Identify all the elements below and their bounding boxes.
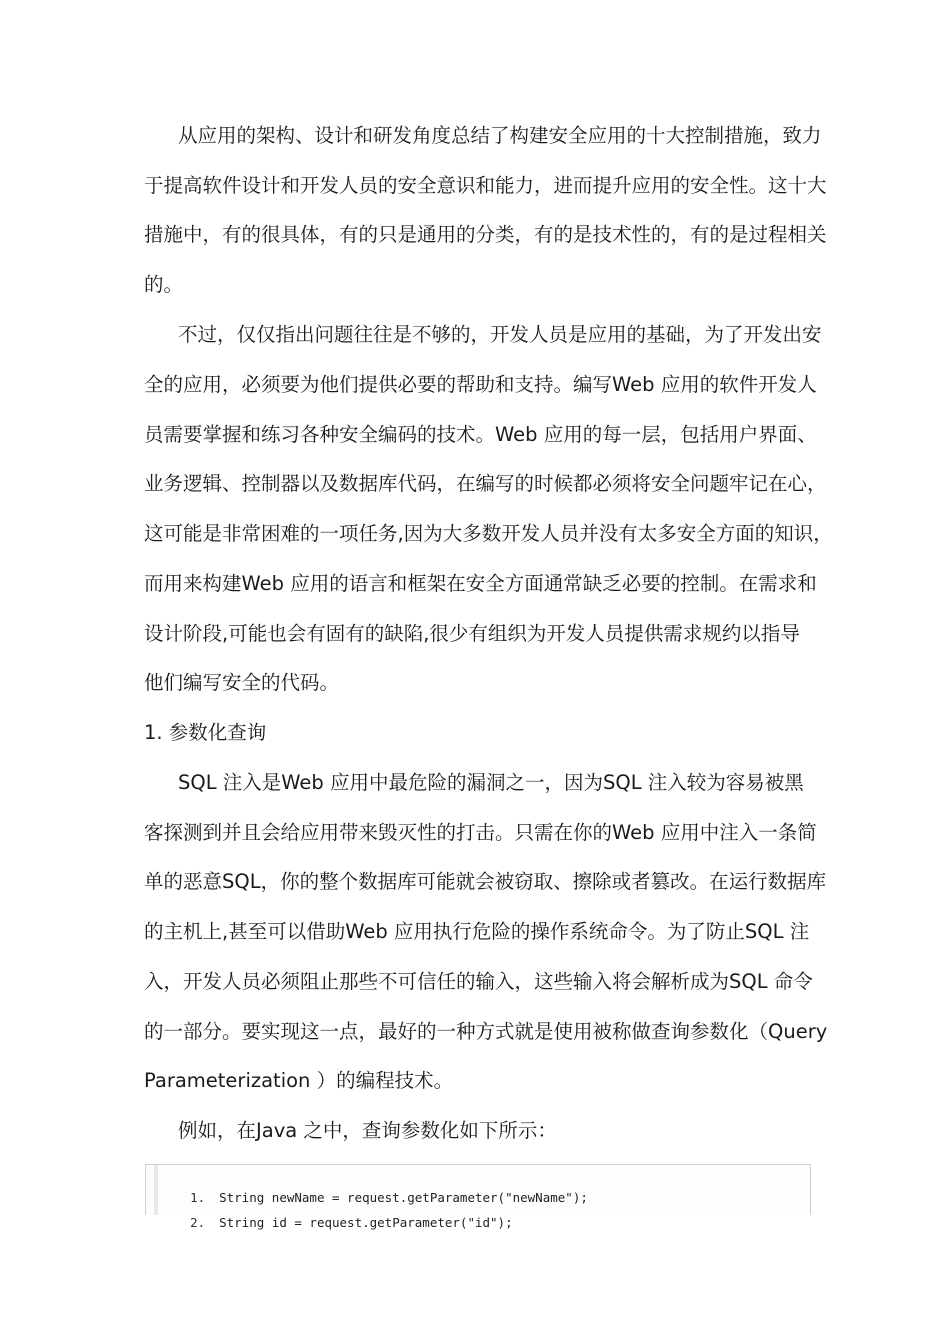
paragraph-line: 不过，仅仅指出问题往往是不够的，开发人员是应用的基础，为了开发出安 <box>178 323 822 346</box>
paragraph-line: 客探测到并且会给应用带来毁灭性的打击。只需在你的Web 应用中注入一条简 <box>144 821 817 844</box>
paragraph-line: 而用来构建Web 应用的语言和框架在安全方面通常缺乏必要的控制。在需求和 <box>144 572 817 595</box>
paragraph-line: 全的应用，必须要为他们提供必要的帮助和支持。编写Web 应用的软件开发人 <box>144 373 817 396</box>
paragraph-line: 措施中，有的很具体，有的只是通用的分类，有的是技术性的，有的是过程相关 <box>144 223 827 246</box>
paragraph-line: Parameterization ）的编程技术。 <box>144 1069 454 1092</box>
paragraph-line: 设计阶段,可能也会有固有的缺陷,很少有组织为开发人员提供需求规约以指导 <box>144 622 800 645</box>
paragraph-line: 于提高软件设计和开发人员的安全意识和能力，进而提升应用的安全性。这十大 <box>144 174 827 197</box>
paragraph-line: 他们编写安全的代码。 <box>144 671 340 694</box>
paragraph-line: 这可能是非常困难的一项任务,因为大多数开发人员并没有太多安全方面的知识， <box>144 522 833 545</box>
code-line-number: 1. <box>190 1190 206 1205</box>
code-line-number: 2. <box>190 1215 206 1230</box>
paragraph-line: 的。 <box>144 273 184 296</box>
paragraph-line: 例如，在Java 之中，查询参数化如下所示： <box>178 1119 557 1142</box>
paragraph-line: 从应用的架构、设计和研发角度总结了构建安全应用的十大控制措施，致力 <box>178 124 822 147</box>
paragraph-line: 单的恶意SQL，你的整个数据库可能就会被窃取、擦除或者篡改。在运行数据库 <box>144 870 827 893</box>
section-heading: 1. 参数化查询 <box>144 721 267 744</box>
code-text: String newName = request.getParameter("newName"); <box>219 1190 588 1205</box>
paragraph-line: 的主机上,甚至可以借助Web 应用执行危险的操作系统命令。为了防止SQL 注 <box>144 920 810 943</box>
paragraph-line: SQL 注入是Web 应用中最危险的漏洞之一，因为SQL 注入较为容易被黑 <box>178 771 804 794</box>
code-gutter <box>154 1165 158 1215</box>
paragraph-line: 员需要掌握和练习各种安全编码的技术。Web 应用的每一层，包括用户界面、 <box>144 423 817 446</box>
code-text: String id = request.getParameter("id"); <box>219 1215 513 1230</box>
paragraph-line: 的一部分。要实现这一点，最好的一种方式就是使用被称做查询参数化（Query <box>144 1020 828 1043</box>
paragraph-line: 入，开发人员必须阻止那些不可信任的输入，这些输入将会解析成为SQL 命令 <box>144 970 813 993</box>
paragraph-line: 业务逻辑、控制器以及数据库代码，在编写的时候都必须将安全问题牢记在心， <box>144 472 827 495</box>
code-line <box>160 1196 513 1250</box>
